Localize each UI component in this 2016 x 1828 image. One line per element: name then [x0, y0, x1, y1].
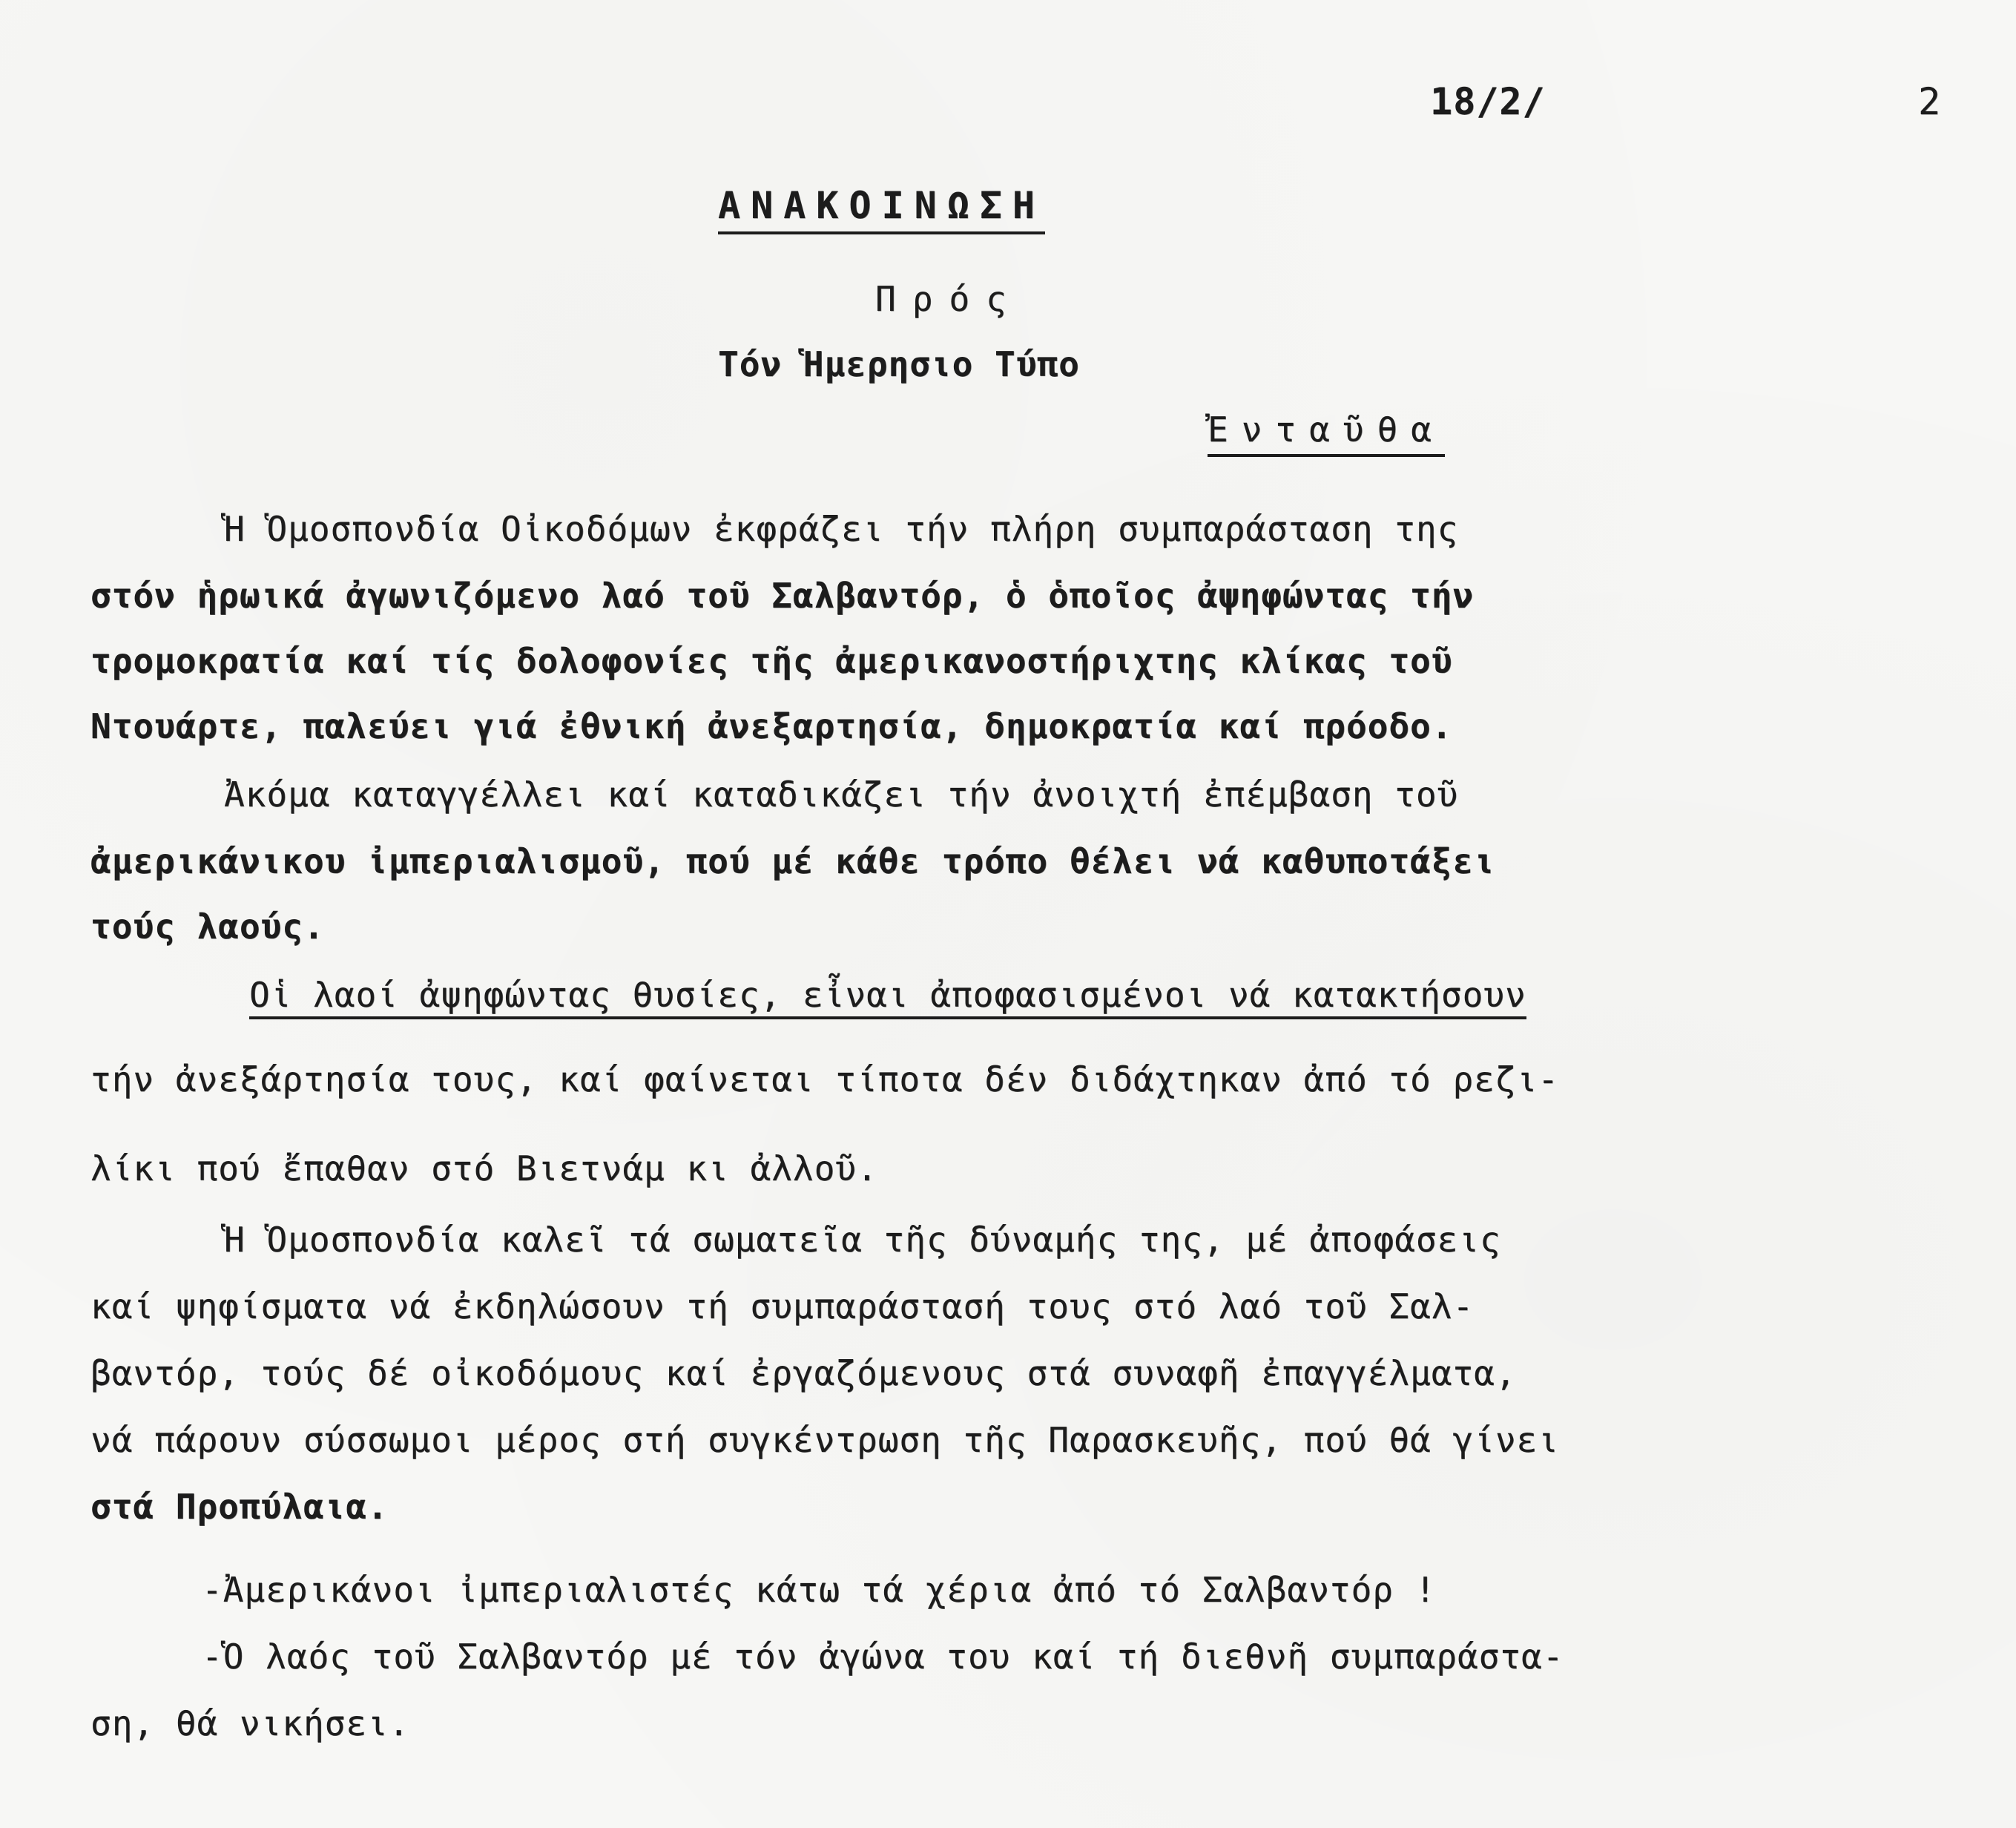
body-line: νά πάρουν σύσσωμοι μέρος στή συγκέντρωση τῆς Παρασκευῆς, πού θά γίνει	[90, 1420, 1559, 1460]
body-line: λίκι πού ἔπαθαν στό Βιετνάμ κι ἀλλοῦ.	[90, 1148, 878, 1188]
addressee: Τόν Ἡμερησιο Τύπο	[718, 344, 1080, 384]
location: Ἐνταῦθα	[1208, 412, 1445, 457]
body-line: καί ψηφίσματα νά ἐκδηλώσουν τή συμπαράστασή τους στό λαό τοῦ Σαλ-	[90, 1286, 1475, 1326]
emphasized-line: Οἱ λαοί ἀψηφώντας θυσίες, εἶναι ἀποφασισμένοι νά κατακτήσουν	[249, 978, 1526, 1019]
body-line: Ντουάρτε, παλεύει γιά ἐθνική ἀνεξαρτησία, δημοκρατία καί πρόοδο.	[90, 706, 1453, 746]
slogan-line: -Ἀμερικάνοι ἰμπεριαλιστές κάτω τά χέρια ἀπό τό Σαλβαντόρ !	[202, 1570, 1437, 1610]
document-title: ΑΝΑΚΟΙΝΩΣΗ	[718, 187, 1045, 234]
body-line: τρομοκρατία καί τίς δολοφονίες τῆς ἀμερικανοστήριχτης κλίκας τοῦ	[90, 641, 1453, 681]
addressee-prefix: Πρός	[875, 279, 1023, 319]
body-line: βαντόρ, τούς δέ οἰκοδόμους καί ἐργαζόμενους στά συναφῆ ἐπαγγέλματα,	[90, 1353, 1517, 1393]
body-line: Ἡ Ὁμοσπονδία καλεῖ τά σωματεῖα τῆς δύναμής της, μέ ἀποφάσεις	[224, 1220, 1501, 1260]
slogan-line: -Ὁ λαός τοῦ Σαλβαντόρ μέ τόν ἀγώνα του καί τή διεθνῆ συμπαράστα-	[202, 1637, 1564, 1677]
body-line: Ἀκόμα καταγγέλλει καί καταδικάζει τήν ἀνοιχτή ἐπέμβαση τοῦ	[224, 775, 1459, 815]
body-line: ἀμερικάνικου ἰμπεριαλισμοῦ, πού μέ κάθε τρόπο θέλει νά καθυποτάξει	[90, 841, 1495, 881]
document-date: 18/2/	[1430, 80, 1546, 123]
body-line: στά Προπύλαια.	[90, 1487, 389, 1527]
body-line: στόν ἡρωικά ἀγωνιζόμενο λαό τοῦ Σαλβαντόρ, ὁ ὁποῖος ἀψηφώντας τήν	[90, 576, 1475, 616]
body-line: Ἡ Ὁμοσπονδία Οἰκοδόμων ἐκφράζει τήν πλήρη συμπαράσταση της	[224, 509, 1459, 549]
page-number: 2	[1918, 80, 1942, 123]
body-line: τήν ἀνεξάρτησία τους, καί φαίνεται τίποτα δέν διδάχτηκαν ἀπό τό ρεζι-	[90, 1059, 1559, 1099]
body-line: τούς λαούς.	[90, 907, 325, 947]
slogan-line: ση, θά νικήσει.	[90, 1703, 410, 1743]
